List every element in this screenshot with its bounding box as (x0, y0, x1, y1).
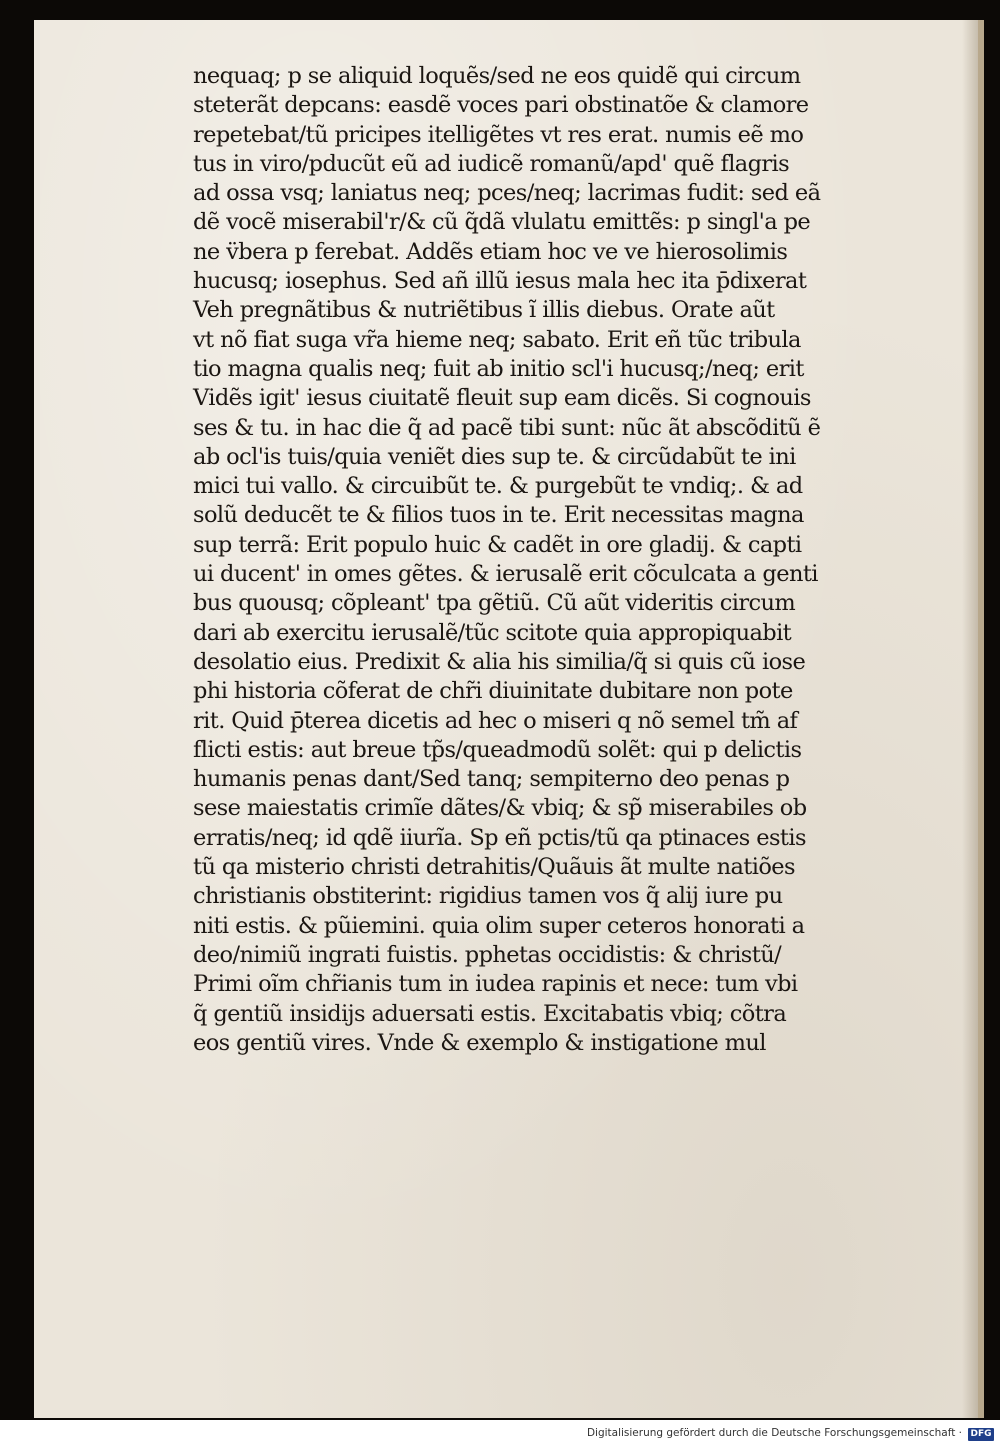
text-line: vt nõ fiat suga vr̃a hieme neq; sabato. Erit eñ tũc tribula (193, 326, 801, 353)
text-line: repetebat/tũ pricipes itelligẽtes vt res erat. numis eẽ mo (193, 121, 804, 148)
text-line: humanis penas dant/Sed tanq; sempiterno deo penas p (193, 766, 790, 793)
text-line: ui ducent' in omes gẽtes. & ierusalẽ erit cõculcata a genti (193, 561, 818, 588)
text-line: ses & tu. in hac die q̃ ad pacẽ tibi sunt: nũc ãt abscõditũ ẽ (193, 414, 821, 441)
text-line: Veh pregnãtibus & nutriẽtibus ĩ illis diebus. Orate aũt (193, 297, 775, 324)
text-line: ad ossa vsq; laniatus neq; pces/neq; lacrimas fudit: sed eã (193, 180, 821, 207)
page-text-block (193, 62, 893, 1058)
text-line: solũ deducẽt te & filios tuos in te. Erit necessitas magna (193, 502, 804, 529)
text-line: mici tui vallo. & circuibũt te. & purgebũt te vndiq;. & ad (193, 473, 803, 500)
page-edge-shadow (962, 20, 978, 1418)
text-line: phi historia cõferat de chr̃i diuinitate dubitare non pote (193, 678, 793, 705)
text-line: dẽ vocẽ miserabil'r/& cũ q̃dã vlulatu emittẽs: p singl'a pe (193, 209, 811, 236)
text-line: steterãt depcans: easdẽ voces pari obstinatõe & clamore (193, 92, 809, 119)
text-line: tũ qa misterio christi detrahitis/Quãuis ãt multe natiões (193, 854, 795, 881)
text-line: rit. Quid p̄terea dicetis ad hec o miseri q nõ semel tm̃ af (193, 707, 798, 734)
text-line: sup terrã: Erit populo huic & cadẽt in ore gladij. & capti (193, 531, 802, 558)
dfg-logo: DFG (968, 1428, 994, 1441)
text-line: tus in viro/pducũt eũ ad iudicẽ romanũ/apd' quẽ flagris (193, 150, 790, 177)
text-line: niti estis. & pũiemini. quia olim super ceteros honorati a (193, 912, 805, 939)
text-line: sese maiestatis crimĩe dãtes/& vbiq; & sp̃ miserabiles ob (193, 795, 807, 822)
text-line: Primi oĩm chr̃ianis tum in iudea rapinis et nece: tum vbi (193, 971, 798, 998)
text-line: bus quousq; cõpleant' tpa gẽtiũ. Cũ aũt videritis circum (193, 590, 796, 617)
text-line: desolatio eius. Predixit & alia his similia/q̃ si quis cũ iose (193, 648, 806, 675)
text-line: christianis obstiterint: rigidius tamen vos q̃ alij iure pu (193, 883, 783, 910)
text-line: tio magna qualis neq; fuit ab initio scl'i hucusq;/neq; erit (193, 355, 804, 382)
text-line: nequaq; p se aliquid loquẽs/sed ne eos quidẽ qui circum (193, 63, 801, 89)
text-line: eos gentiũ vires. Vnde & exemplo & instigatione mul (193, 1029, 766, 1056)
text-line: hucusq; iosephus. Sed añ illũ iesus mala hec ita p̄dixerat (193, 268, 807, 295)
text-line: dari ab exercitu ierusalẽ/tũc scitote quia appropiquabit (193, 619, 792, 646)
text-line: deo/nimiũ ingrati fuistis. pphetas occidistis: & christũ/ (193, 941, 782, 968)
text-line: ne v̈bera p ferebat. Addẽs etiam hoc ve ve hierosolimis (193, 238, 788, 265)
text-line: ab ocl'is tuis/quia veniẽt dies sup te. & circũdabũt te ini (193, 443, 796, 470)
text-line: erratis/neq; id qdẽ iiurĩa. Sp eñ pctis/tũ qa ptinaces estis (193, 824, 806, 851)
text-line: Vidẽs igit' iesus ciuitatẽ fleuit sup eam dicẽs. Si cognouis (193, 385, 811, 412)
digitization-credit: Digitalisierung gefördert durch die Deutsche Forschungsgemeinschaft · (586, 1427, 962, 1439)
text-line: q̃ gentiũ insidijs aduersati estis. Excitabatis vbiq; cõtra (193, 1000, 787, 1027)
text-line: flicti estis: aut breue tp̃s/queadmodũ solẽt: qui p delictis (193, 736, 802, 763)
